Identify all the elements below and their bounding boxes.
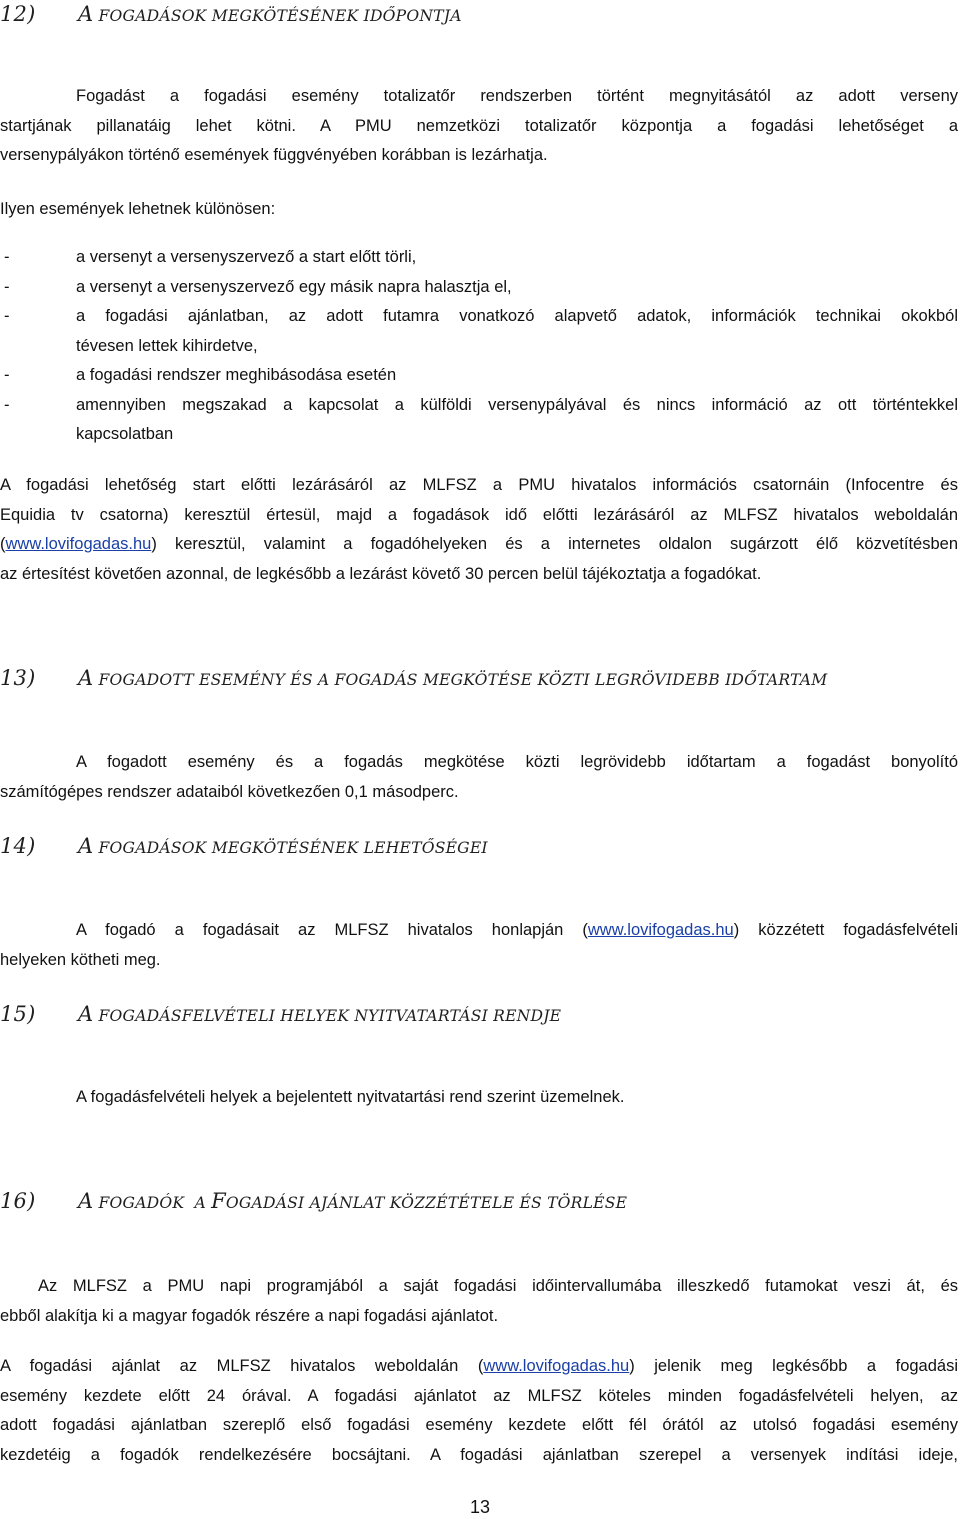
- paragraph-line: ebből alakítja ki a magyar fogadók részére a napi fogadási ajánlatot.: [0, 1306, 499, 1325]
- list-item: [0, 273, 958, 303]
- section-title-segment: OGADÁSI AJÁNLAT KÖZZÉTÉTELE ÉS TÖRLÉSE: [225, 1194, 628, 1212]
- section-title: [78, 2, 462, 26]
- section-14-heading: [0, 834, 960, 862]
- page-number: 13: [469, 1497, 491, 1517]
- section-title-segment: A: [78, 1002, 94, 1026]
- section-title-segment: A: [78, 2, 94, 26]
- paragraph-line: A fogadási lehetőség start előtti lezárásáról az MLFSZ a PMU hivatalos információs csatornáin (Infocentre és: [0, 476, 958, 494]
- list-item: [0, 302, 958, 361]
- section-16-paragraph-1: [0, 1272, 958, 1331]
- list-item: [0, 361, 958, 391]
- section-title-segment: FOGADOTT ESEMÉNY ÉS A FOGADÁS MEGKÖTÉSE KÖZTI LEGRÖVIDEBB IDŐTARTAM: [93, 671, 828, 689]
- list-item: [0, 243, 958, 273]
- paragraph-line: Equidia tv csatorna) keresztül értesül, majd a fogadások idő előtti lezárásáról az MLFSZ hivatalos weboldalán: [0, 505, 958, 524]
- list-item: [0, 391, 958, 450]
- section-title-segment: A: [78, 834, 94, 858]
- section-12-paragraph-1: [0, 82, 958, 171]
- list-dash: -: [4, 307, 10, 325]
- paragraph-line: számítógépes rendszer adataiból következően 0,1 másodperc.: [0, 782, 459, 801]
- paragraph-line: (www.lovifogadas.hu) keresztül, valamint a fogadóhelyeken és a internetes oldalon sugárzott élő közvetítésben: [0, 535, 958, 553]
- section-number: 13): [0, 666, 36, 690]
- section-12-paragraph-2: [0, 471, 958, 589]
- paragraph-line: A fogadott esemény és a fogadás megkötése közti legrövidebb időtartam a fogadást bonyolító: [76, 753, 958, 771]
- section-16-paragraph-2: [0, 1352, 958, 1470]
- section-number: 12): [0, 2, 36, 26]
- section-title-segment: F: [211, 1189, 226, 1213]
- section-title-segment: A: [78, 666, 94, 690]
- paragraph-line: az értesítést követően azonnal, de legkésőbb a lezárást követő 30 percen belül tájékoztatja a fogadókat.: [0, 564, 762, 583]
- section-12-intro: [0, 195, 958, 225]
- list-dash: -: [4, 395, 10, 414]
- paragraph-line: A fogadó a fogadásait az MLFSZ hivatalos honlapján (www.lovifogadas.hu) közzétett fogadásfelvételi: [76, 921, 959, 939]
- section-number: 16): [0, 1189, 36, 1213]
- website-link[interactable]: www.lovifogadas.hu: [483, 1357, 630, 1375]
- section-13-heading: [0, 666, 960, 694]
- section-title-segment: A: [78, 1189, 94, 1213]
- list-item-text: a fogadási ajánlatban, az adott futamra vonatkozó alapvető adatok, információk technikai okokból: [76, 307, 958, 325]
- section-title: [78, 1189, 627, 1213]
- list-item-text: a versenyt a versenyszervező a start előtt törli,: [76, 248, 417, 266]
- section-title-segment: FOGADÁSFELVÉTELI HELYEK NYITVATARTÁSI RENDJE: [93, 1007, 562, 1025]
- list-item-text: a fogadási rendszer meghibásodása esetén: [76, 366, 397, 384]
- list-item-text: a versenyt a versenyszervező egy másik napra halasztja el,: [76, 277, 512, 296]
- section-title: [78, 834, 488, 858]
- paragraph-line: A fogadásfelvételi helyek a bejelentett nyitvatartási rend szerint üzemelnek.: [76, 1088, 625, 1106]
- paragraph-line: helyeken kötheti meg.: [0, 950, 161, 969]
- website-link[interactable]: www.lovifogadas.hu: [5, 535, 152, 553]
- section-title-segment: FOGADÓK A: [93, 1194, 212, 1212]
- paragraph-line: kezdetéig a fogadók rendelkezésére bocsájtani. A fogadási ajánlatban szerepel a versenyek indítási ideje,: [0, 1445, 958, 1464]
- list-dash: -: [4, 248, 10, 266]
- section-number: 15): [0, 1002, 36, 1026]
- section-title-segment: FOGADÁSOK MEGKÖTÉSÉNEK LEHETŐSÉGEI: [93, 839, 488, 857]
- section-12-bullet-list: [0, 243, 958, 450]
- section-15-heading: [0, 1002, 960, 1030]
- section-12-heading: [0, 2, 960, 30]
- paragraph-line: startjának pillanatáig lehet kötni. A PMU nemzetközi totalizatőr központja a fogadási lehetőséget a: [0, 116, 958, 135]
- section-title: [78, 666, 827, 690]
- list-item-text: amennyiben megszakad a kapcsolat a külföldi versenypályával és nincs információ az ott történtekkel: [76, 395, 958, 414]
- section-13-paragraph: [0, 748, 958, 807]
- list-dash: -: [4, 277, 10, 296]
- section-number: 14): [0, 834, 36, 858]
- paragraph-line: Fogadást a fogadási esemény totalizatőr rendszerben történt megnyitásától az adott verseny: [76, 87, 958, 105]
- paragraph-line: Ilyen események lehetnek különösen:: [0, 200, 276, 218]
- section-15-paragraph: [0, 1083, 958, 1113]
- paragraph-line: versenypályákon történő események függvényében korábban is lezárhatja.: [0, 146, 548, 164]
- list-item-text: kapcsolatban: [76, 425, 174, 443]
- list-dash: -: [4, 366, 10, 384]
- website-link[interactable]: www.lovifogadas.hu: [587, 921, 734, 939]
- section-title-segment: FOGADÁSOK MEGKÖTÉSÉNEK IDŐPONTJA: [93, 7, 462, 25]
- paragraph-line: adott fogadási ajánlatban szereplő első fogadási esemény kezdete előtt fél órától az utolsó fogadási esemény: [0, 1416, 958, 1434]
- section-14-paragraph: [0, 916, 958, 975]
- list-item-text: tévesen lettek kihirdetve,: [76, 336, 258, 355]
- paragraph-line: A fogadási ajánlat az MLFSZ hivatalos weboldalán (www.lovifogadas.hu) jelenik meg legkésőbb a fogadási: [0, 1357, 958, 1375]
- paragraph-line: esemény kezdete előtt 24 órával. A fogadási ajánlatot az MLFSZ köteles minden fogadásfelvételi helyen, az: [0, 1386, 958, 1405]
- section-title: [78, 1002, 561, 1026]
- paragraph-line: Az MLFSZ a PMU napi programjából a saját fogadási időintervallumába illeszkedő futamokat veszi át, és: [38, 1277, 958, 1295]
- section-16-heading: [0, 1189, 960, 1217]
